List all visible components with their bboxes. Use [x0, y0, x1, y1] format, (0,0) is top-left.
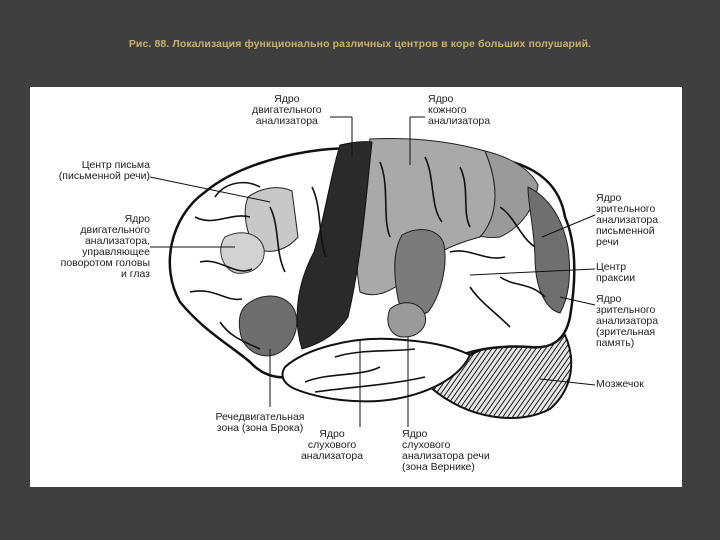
label-visual-writing-core: Ядро зрительного анализатора письменной речи — [596, 192, 659, 248]
label-praxis-center: Центр праксии — [596, 261, 636, 284]
auditory-core — [388, 303, 426, 337]
label-cerebellum: Мозжечок — [596, 378, 644, 390]
label-writing-center: Центр письма (письменной речи) — [58, 159, 150, 182]
label-auditory-analyzer-core: Ядро слухового анализатора — [300, 428, 364, 462]
slide-title: Рис. 88. Локализация функционально различных центров в коре больших полушарий. — [128, 38, 592, 50]
label-broca-area: Речедвигательная зона (зона Брока) — [215, 411, 305, 434]
label-skin-analyzer-core: Ядро кожного анализатора — [428, 93, 491, 127]
brain-illustration — [30, 87, 682, 487]
label-motor-analyzer-core: Ядро двигательного анализатора — [252, 93, 322, 127]
label-wernicke-area: Ядро слухового анализатора речи (зона Верникe) — [402, 428, 490, 473]
brain-figure — [30, 87, 682, 487]
label-head-eye-motor-core: Ядро двигательного анализатора, управляющее поворотом головы и глаз — [60, 213, 150, 280]
label-visual-analyzer-core: Ядро зрительного анализатора (зрительная память) — [596, 293, 659, 349]
